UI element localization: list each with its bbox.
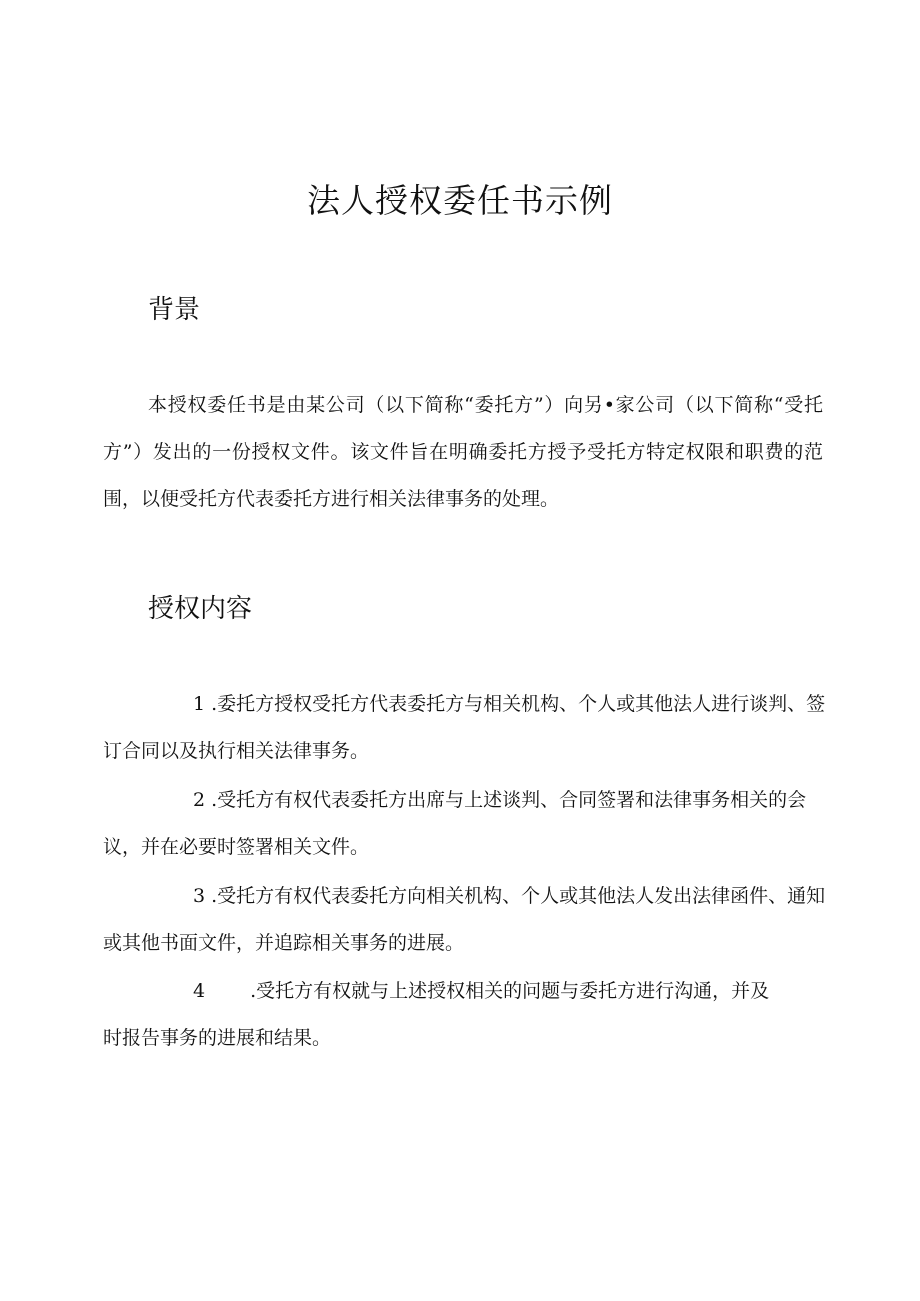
- item-text: .受托方有权代表委托方向相关机构、个人或其他法人发出法律函件、通知或其他书面文件，并追踪相关事务的进展。: [103, 885, 826, 954]
- background-paragraph: 本授权委任书是由某公司（以下简称“委托方”）向另•家公司（以下简称“受托方”）发出的一份授权文件。该文件旨在明确委托方授予受托方特定权限和职费的范围，以便受托方代表委托方进行相关法律事务的处理。: [103, 394, 823, 510]
- authorization-item-1: [103, 681, 833, 775]
- item-number: 2: [193, 789, 206, 811]
- authorization-item-3: [103, 873, 833, 967]
- item-number: 1: [193, 693, 206, 715]
- item-text: .受托方有权就与上述授权相关的问题与委托方进行沟通，并及时报告事务的进展和结果。: [103, 980, 770, 1049]
- section-heading-background: 背景: [148, 295, 201, 325]
- item-text: .受托方有权代表委托方出席与上述谈判、合同签署和法律事务相关的会议，并在必要时签署相关文件。: [103, 789, 807, 858]
- item-number: 3: [193, 885, 206, 907]
- section-heading-authorization: 授权内容: [148, 594, 253, 624]
- document-title: 法人授权委任书示例: [307, 181, 613, 220]
- item-number: 4: [193, 980, 206, 1002]
- authorization-item-2: [103, 777, 833, 871]
- item-text: .委托方授权受托方代表委托方与相关机构、个人或其他法人进行谈判、签订合同以及执行相关法律事务。: [103, 693, 826, 762]
- authorization-item-4: [103, 968, 783, 1062]
